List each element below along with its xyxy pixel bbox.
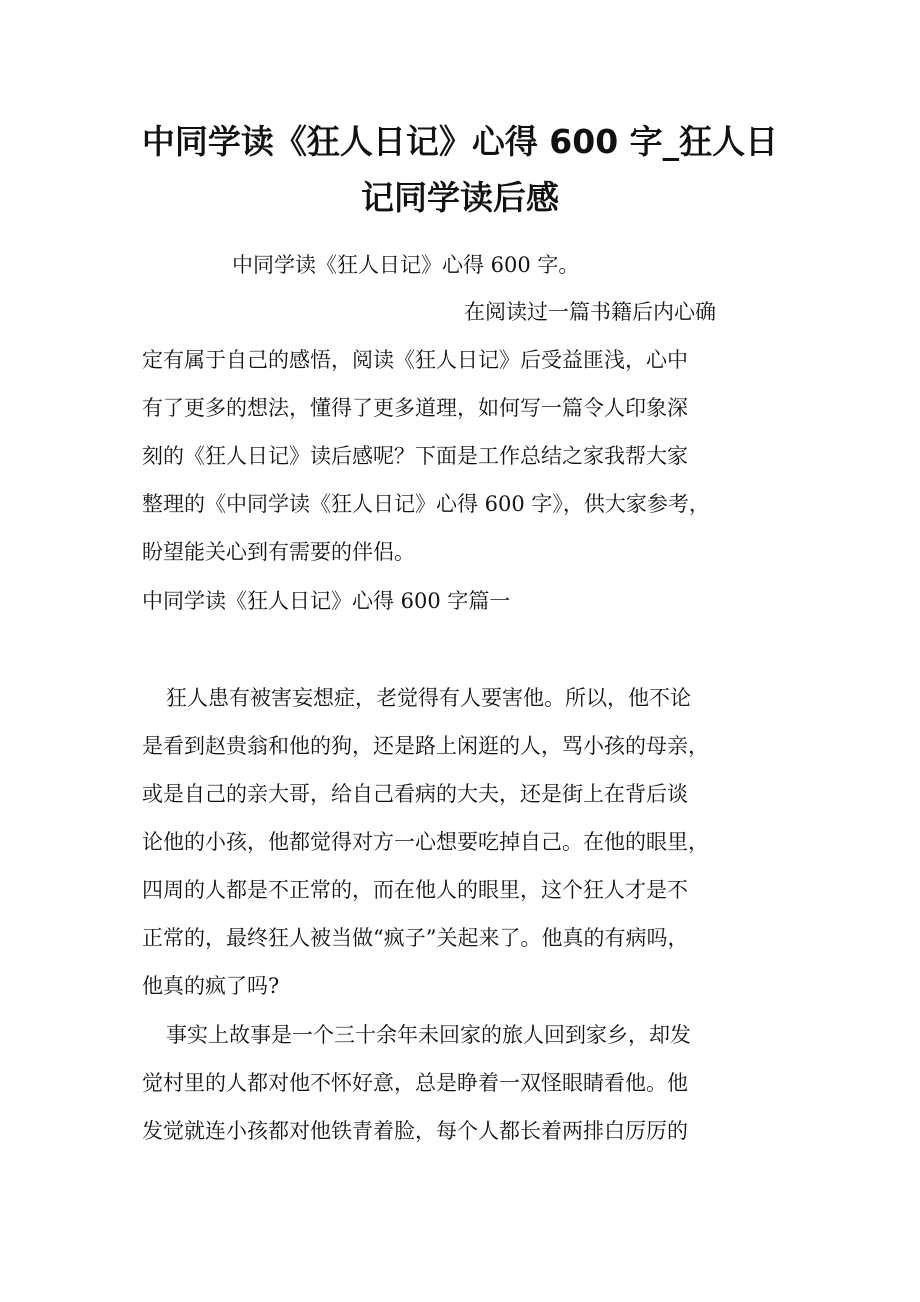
paragraph-line: 觉村里的人都对他不怀好意，总是睁着一双怪眼睛看他。他 [142, 1071, 688, 1095]
paragraph-line: 狂人患有被害妄想症，老觉得有人要害他。所以，他不论 [166, 686, 691, 710]
paragraph-line: 四周的人都是不正常的，而在他人的眼里，这个狂人才是不 [142, 878, 688, 902]
paragraph-line: 正常的，最终狂人被当做“疯子”关起来了。他真的有病吗， [142, 926, 689, 950]
intro-line: 在阅读过一篇书籍后内心确 [464, 300, 716, 324]
paragraph-line: 论他的小孩，他都觉得对方一心想要吃掉自己。在他的眼里， [142, 830, 709, 854]
section-heading: 中同学读《狂人日记》心得 600 字篇一 [142, 589, 511, 613]
intro-line: 整理的《中同学读《狂人日记》心得 600 字》，供大家参考， [142, 492, 710, 516]
document-subtitle: 中同学读《狂人日记》心得 600 字。 [232, 253, 580, 277]
paragraph-line: 事实上故事是一个三十余年未回家的旅人回到家乡，却发 [166, 1023, 691, 1047]
paragraph-line: 或是自己的亲大哥，给自己看病的大夫，还是街上在背后谈 [142, 782, 688, 806]
intro-line: 定有属于自己的感悟，阅读《狂人日记》后受益匪浅，心中 [142, 348, 688, 372]
paragraph-line: 他真的疯了吗? [142, 974, 280, 998]
document-title-line-2: 记同学读后感 [361, 178, 559, 217]
paragraph-line: 发觉就连小孩都对他铁青着脸，每个人都长着两排白厉厉的 [142, 1119, 688, 1143]
intro-line: 刻的《狂人日记》读后感呢？下面是工作总结之家我帮大家 [142, 444, 688, 468]
document-title-line-1: 中同学读《狂人日记》心得 600 字_狂人日 [141, 122, 779, 161]
intro-line: 有了更多的想法，懂得了更多道理，如何写一篇令人印象深 [142, 396, 688, 420]
paragraph-line: 是看到赵贵翁和他的狗，还是路上闲逛的人，骂小孩的母亲， [142, 734, 709, 758]
intro-line: 盼望能关心到有需要的伴侣。 [142, 540, 415, 564]
